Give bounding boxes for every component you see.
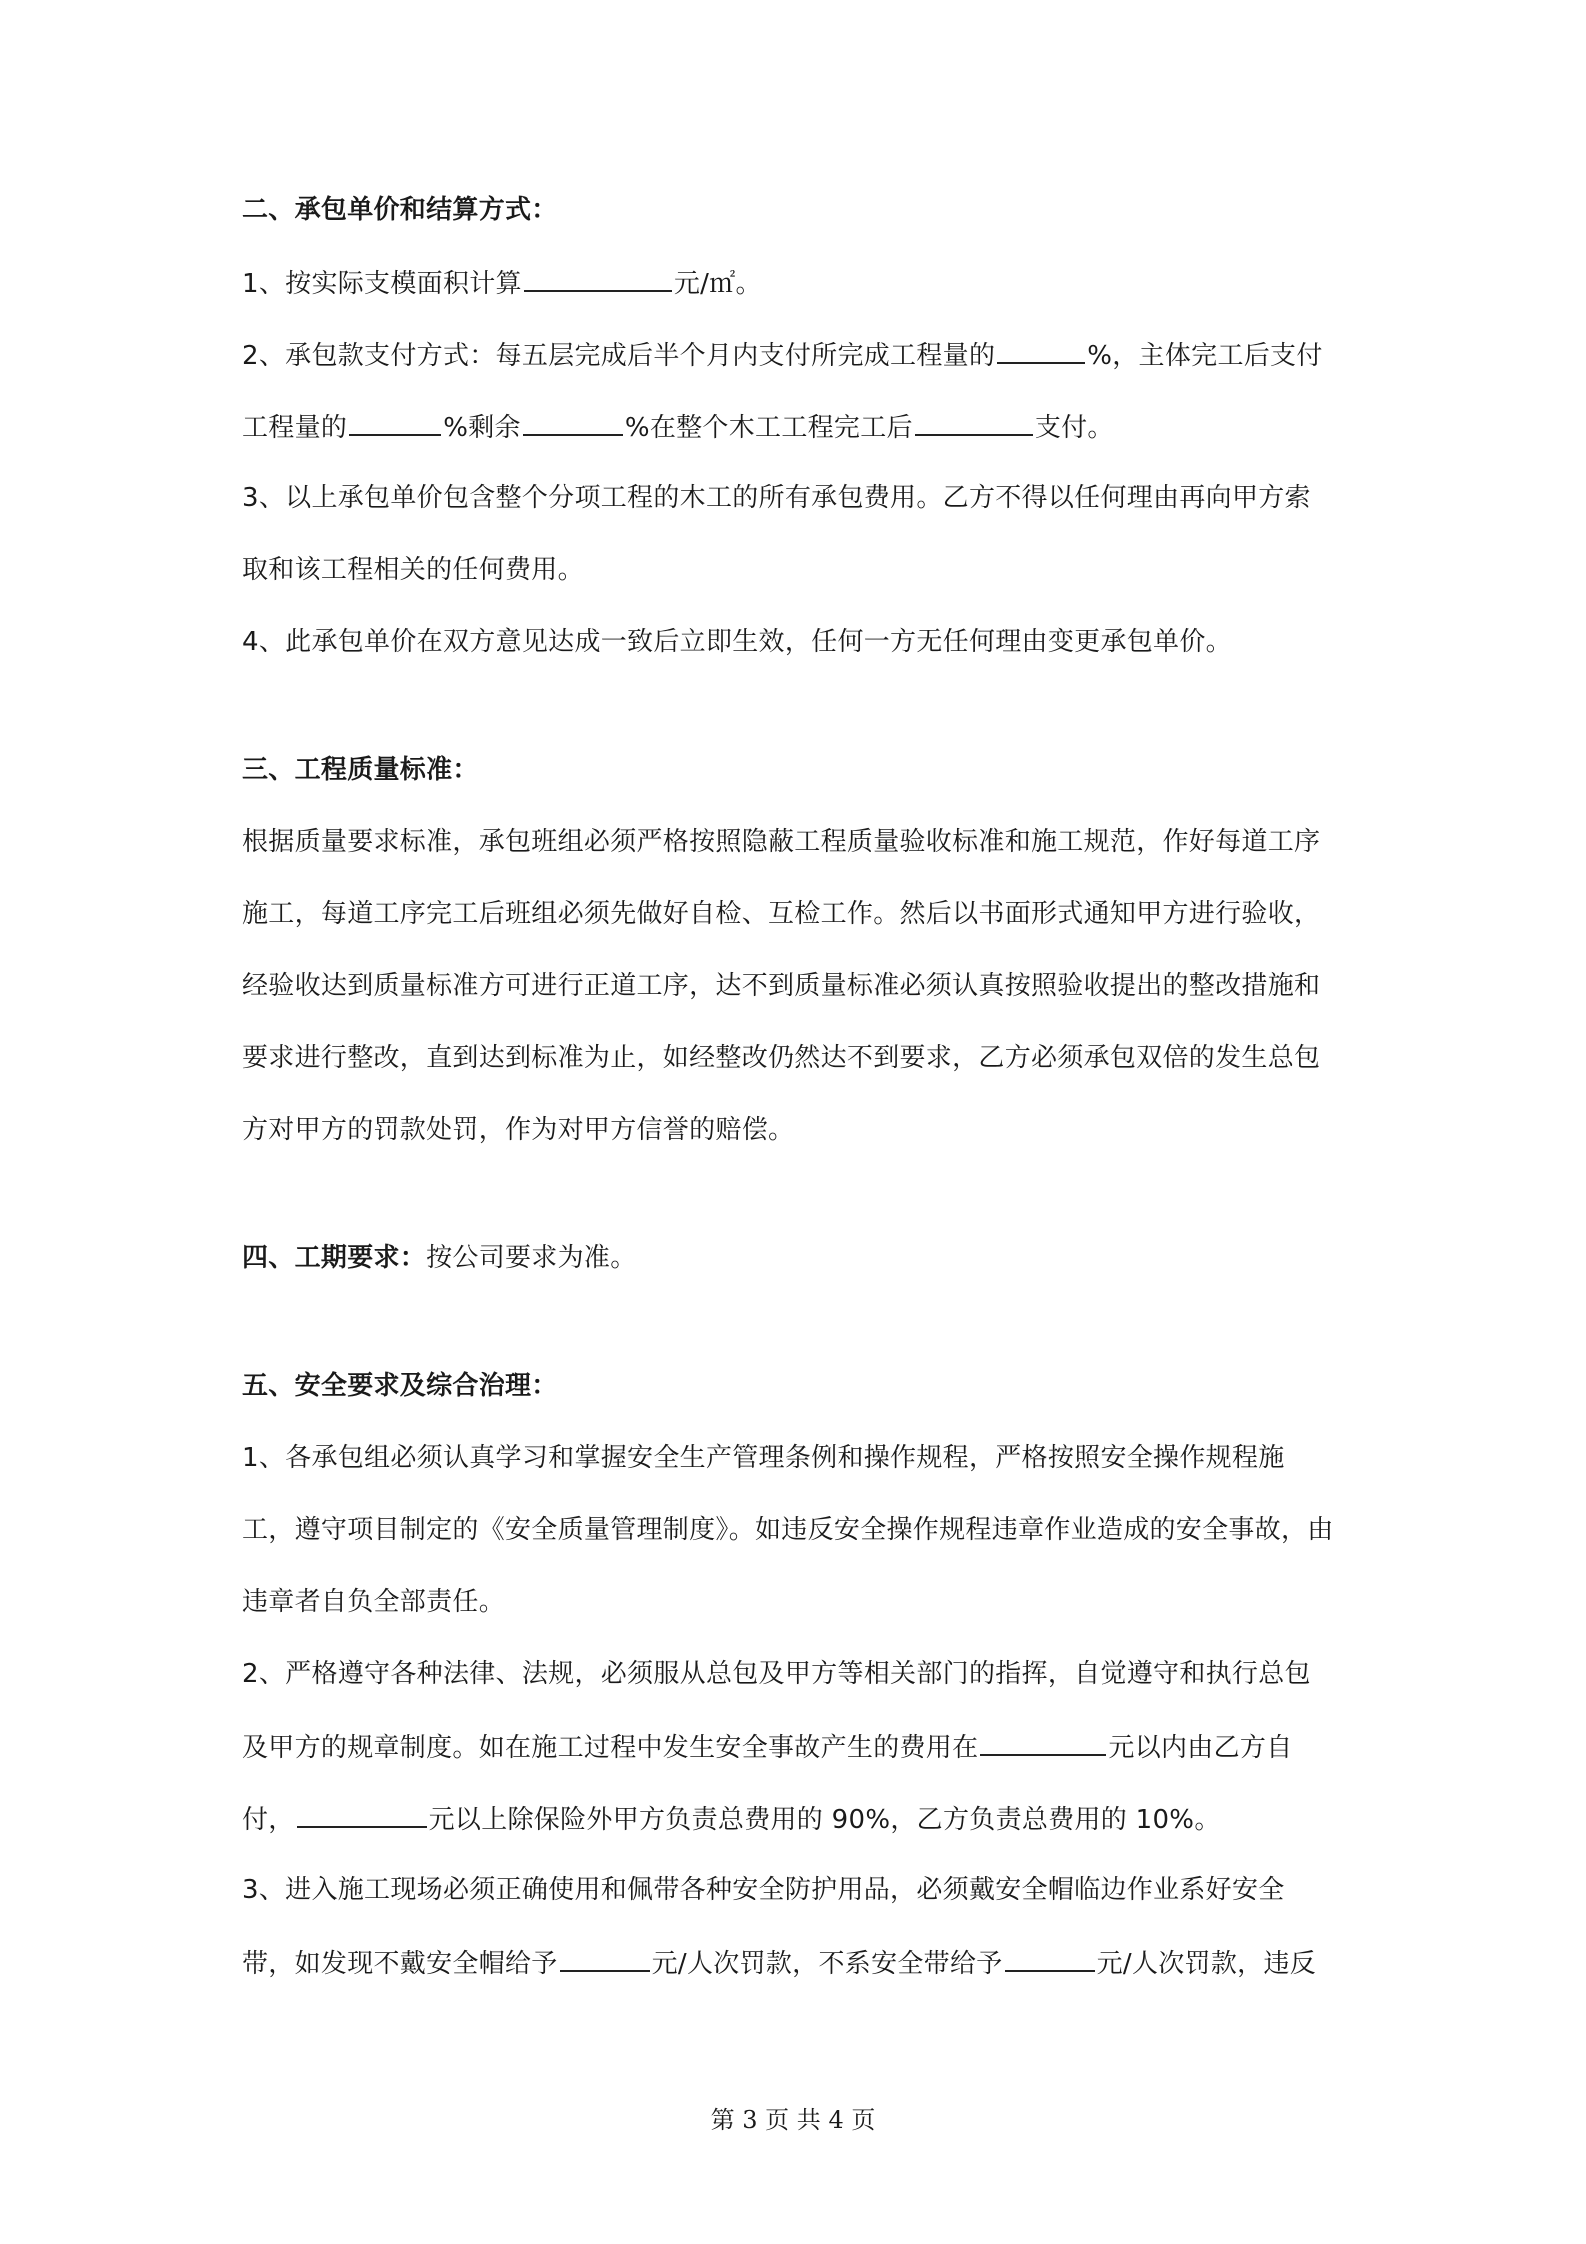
fill-blank xyxy=(560,1942,650,1972)
text: %剩余 xyxy=(443,413,521,443)
section-3-para-line-5: 方对甲方的罚款处罚，作为对甲方信誉的赔偿。 xyxy=(242,1115,795,1145)
text: 1、按实际支模面积计算 xyxy=(242,269,522,299)
fill-blank xyxy=(524,262,672,292)
section-3-para-line-4: 要求进行整改，直到达到标准为止，如经整改仍然达不到要求，乙方必须承包双倍的发生总包 xyxy=(242,1043,1321,1073)
text: 元/人次罚款，不系安全带给予 xyxy=(651,1949,1003,1979)
section-2-item-2-line-2 xyxy=(242,406,1114,446)
section-3-para-line-2: 施工，每道工序完工后班组必须先做好自检、互检工作。然后以书面形式通知甲方进行验收， xyxy=(242,899,1321,929)
text: 元以内由乙方自 xyxy=(1108,1733,1293,1763)
section-5-item-3-line-2 xyxy=(242,1942,1316,1982)
section-3-para-line-3: 经验收达到质量标准方可进行正道工序，达不到质量标准必须认真按照验收提出的整改措施和 xyxy=(242,971,1321,1001)
fill-blank xyxy=(980,1726,1106,1756)
text: 及甲方的规章制度。如在施工过程中发生安全事故产生的费用在 xyxy=(242,1733,979,1763)
fill-blank xyxy=(297,1798,427,1828)
fill-blank xyxy=(523,406,623,436)
text: %，主体完工后支付 xyxy=(1087,341,1323,371)
fill-blank xyxy=(349,406,441,436)
section-2-item-4: 4、此承包单价在双方意见达成一致后立即生效，任何一方无任何理由变更承包单价。 xyxy=(242,627,1232,657)
section-5-item-2-line-2 xyxy=(242,1726,1293,1766)
section-5-item-1-line-3: 违章者自负全部责任。 xyxy=(242,1587,506,1617)
section-2-heading: 二、承包单价和结算方式： xyxy=(242,195,558,225)
section-4-text: 按公司要求为准。 xyxy=(426,1243,637,1273)
page-number-footer: 第 3 页 共 4 页 xyxy=(710,2106,876,2134)
section-5-item-2-line-3 xyxy=(242,1798,1221,1838)
text: 支付。 xyxy=(1034,413,1114,443)
section-4-heading: 四、工期要求： xyxy=(242,1243,427,1273)
section-5-heading: 五、安全要求及综合治理： xyxy=(242,1371,558,1401)
section-2-item-3-line-2: 取和该工程相关的任何费用。 xyxy=(242,555,584,585)
section-4 xyxy=(242,1238,637,1278)
section-5-item-1-line-1: 1、各承包组必须认真学习和掌握安全生产管理条例和操作规程，严格按照安全操作规程施 xyxy=(242,1443,1285,1473)
section-3-para-line-1: 根据质量要求标准，承包班组必须严格按照隐蔽工程质量验收标准和施工规范，作好每道工序 xyxy=(242,827,1321,857)
text: 2、承包款支付方式：每五层完成后半个月内支付所完成工程量的 xyxy=(242,341,996,371)
fill-blank xyxy=(1005,1942,1095,1972)
text: 工程量的 xyxy=(242,413,348,443)
text: 带，如发现不戴安全帽给予 xyxy=(242,1949,558,1979)
section-5-item-2-line-1: 2、严格遵守各种法律、法规，必须服从总包及甲方等相关部门的指挥，自觉遵守和执行总包 xyxy=(242,1659,1311,1689)
text: 付， xyxy=(242,1805,295,1835)
section-5-item-3-line-1: 3、进入施工现场必须正确使用和佩带各种安全防护用品，必须戴安全帽临边作业系好安全 xyxy=(242,1875,1285,1905)
section-2-item-3-line-1: 3、以上承包单价包含整个分项工程的木工的所有承包费用。乙方不得以任何理由再向甲方索 xyxy=(242,483,1311,513)
fill-blank xyxy=(915,406,1033,436)
section-2-item-1 xyxy=(242,262,762,302)
text: %在整个木工工程完工后 xyxy=(624,413,913,443)
text: 元以上除保险外甲方负责总费用的 90%，乙方负责总费用的 10%。 xyxy=(428,1805,1221,1835)
fill-blank xyxy=(997,334,1085,364)
section-3-heading: 三、工程质量标准： xyxy=(242,755,479,785)
text: 元/人次罚款，违反 xyxy=(1096,1949,1317,1979)
text: 元/㎡。 xyxy=(673,269,762,299)
section-5-item-1-line-2: 工，遵守项目制定的《安全质量管理制度》。如违反安全操作规程违章作业造成的安全事故，由 xyxy=(242,1515,1334,1545)
section-2-item-2-line-1 xyxy=(242,334,1323,374)
